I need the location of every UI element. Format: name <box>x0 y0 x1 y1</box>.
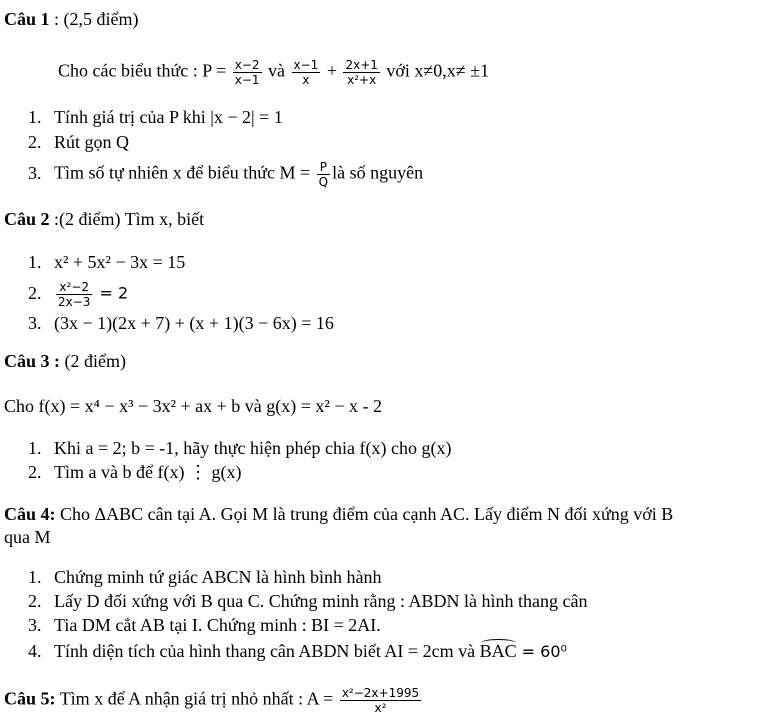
q4-item-3: 3. Tia DM cắt AB tại I. Chứng minh : BI = 2AI. <box>28 615 381 635</box>
q4-line-2: qua M <box>4 527 51 547</box>
q1-item-3: 3. Tìm số tự nhiên x để biểu thức M = $\frac{P}{Q}$ là số nguyên <box>28 160 424 189</box>
q1-frac-3: $\frac{2x+1}{\text{x²+x}}$ <box>345 58 378 87</box>
q4-item-2: 2. Lấy D đối xứng với B qua C. Chứng minh rằng : ABDN là hình thang cân <box>28 591 588 611</box>
q1-item-2: 2. Rút gọn Q <box>28 132 130 152</box>
angle-bac: BAC <box>479 641 517 661</box>
q2-item-2: 2. $\frac{\text{x²−2}}{2x-3}$ = 2 <box>28 280 129 309</box>
q3-heading: Câu 3 : <box>4 351 61 371</box>
q5-heading: Câu 5: <box>4 688 56 709</box>
q3-item-1: 1. Khi a = 2; b = -1, hãy thực hiện phép chia f(x) cho g(x) <box>28 438 452 458</box>
q2-item-1: 1. x² + 5x² − 3x = 15 <box>28 252 186 272</box>
q3-heading-line <box>4 350 126 372</box>
q3-intro: Cho f(x) = x⁴ − x³ − 3x² + ax + b và g(x) = x² − x - 2 <box>4 396 382 416</box>
q4-text-1: Cho ΔABC cân tại A. Gọi M là trung điểm của cạnh AC. Lấy điểm N đối xứng với B <box>55 504 674 524</box>
q1-and: và <box>263 60 290 81</box>
q4-heading: Câu 4: <box>4 504 56 524</box>
q1-intro: Cho các biểu thức : P = <box>58 60 231 81</box>
q2-rest: :(2 điểm) Tìm x, biết <box>49 209 205 229</box>
q4-item-4: 4. Tính diện tích của hình thang cân ABDN biết AI = 2cm và BAC = 60⁰ <box>28 641 567 661</box>
q1-points: : (2,5 điểm) <box>49 9 139 29</box>
q5-line <box>4 686 423 715</box>
q1-condition: với x≠0,x≠ ±1 <box>381 60 490 81</box>
q5-text: Tìm x để A nhận giá trị nhỏ nhất : A = <box>55 688 338 709</box>
q5-frac: $\frac{\text{x²−2x+1995}}{\text{x²}}$ <box>341 686 420 715</box>
q1-expression <box>58 58 489 87</box>
q1-frac-1: $\frac{x-2}{x-1}$ <box>234 58 260 87</box>
q1-plus: + <box>322 60 342 81</box>
q1-frac-2: $\frac{x-1}{x}$ <box>293 58 319 87</box>
q2-heading-line <box>4 208 204 230</box>
q1-item-1: 1. Tính giá trị của P khi |x − 2| = 1 <box>28 107 283 127</box>
q2-heading: Câu 2 <box>4 209 50 229</box>
q1-heading: Câu 1 <box>4 9 50 29</box>
q4-line-1 <box>4 503 673 525</box>
q2-item-2-frac: $\frac{\text{x²−2}}{2x-3}$ <box>58 280 91 309</box>
q4-item-1: 1. Chứng minh tứ giác ABCN là hình bình hành <box>28 567 382 587</box>
q1-item-3-frac: $\frac{P}{Q}$ <box>318 160 329 189</box>
q3-rest: (2 điểm) <box>60 351 126 371</box>
q2-item-3: 3. (3x − 1)(2x + 7) + (x + 1)(3 − 6x) = 16 <box>28 313 334 333</box>
q1-heading-line <box>4 8 139 30</box>
q3-item-2: 2. Tìm a và b để f(x) ⋮ g(x) <box>28 462 242 482</box>
